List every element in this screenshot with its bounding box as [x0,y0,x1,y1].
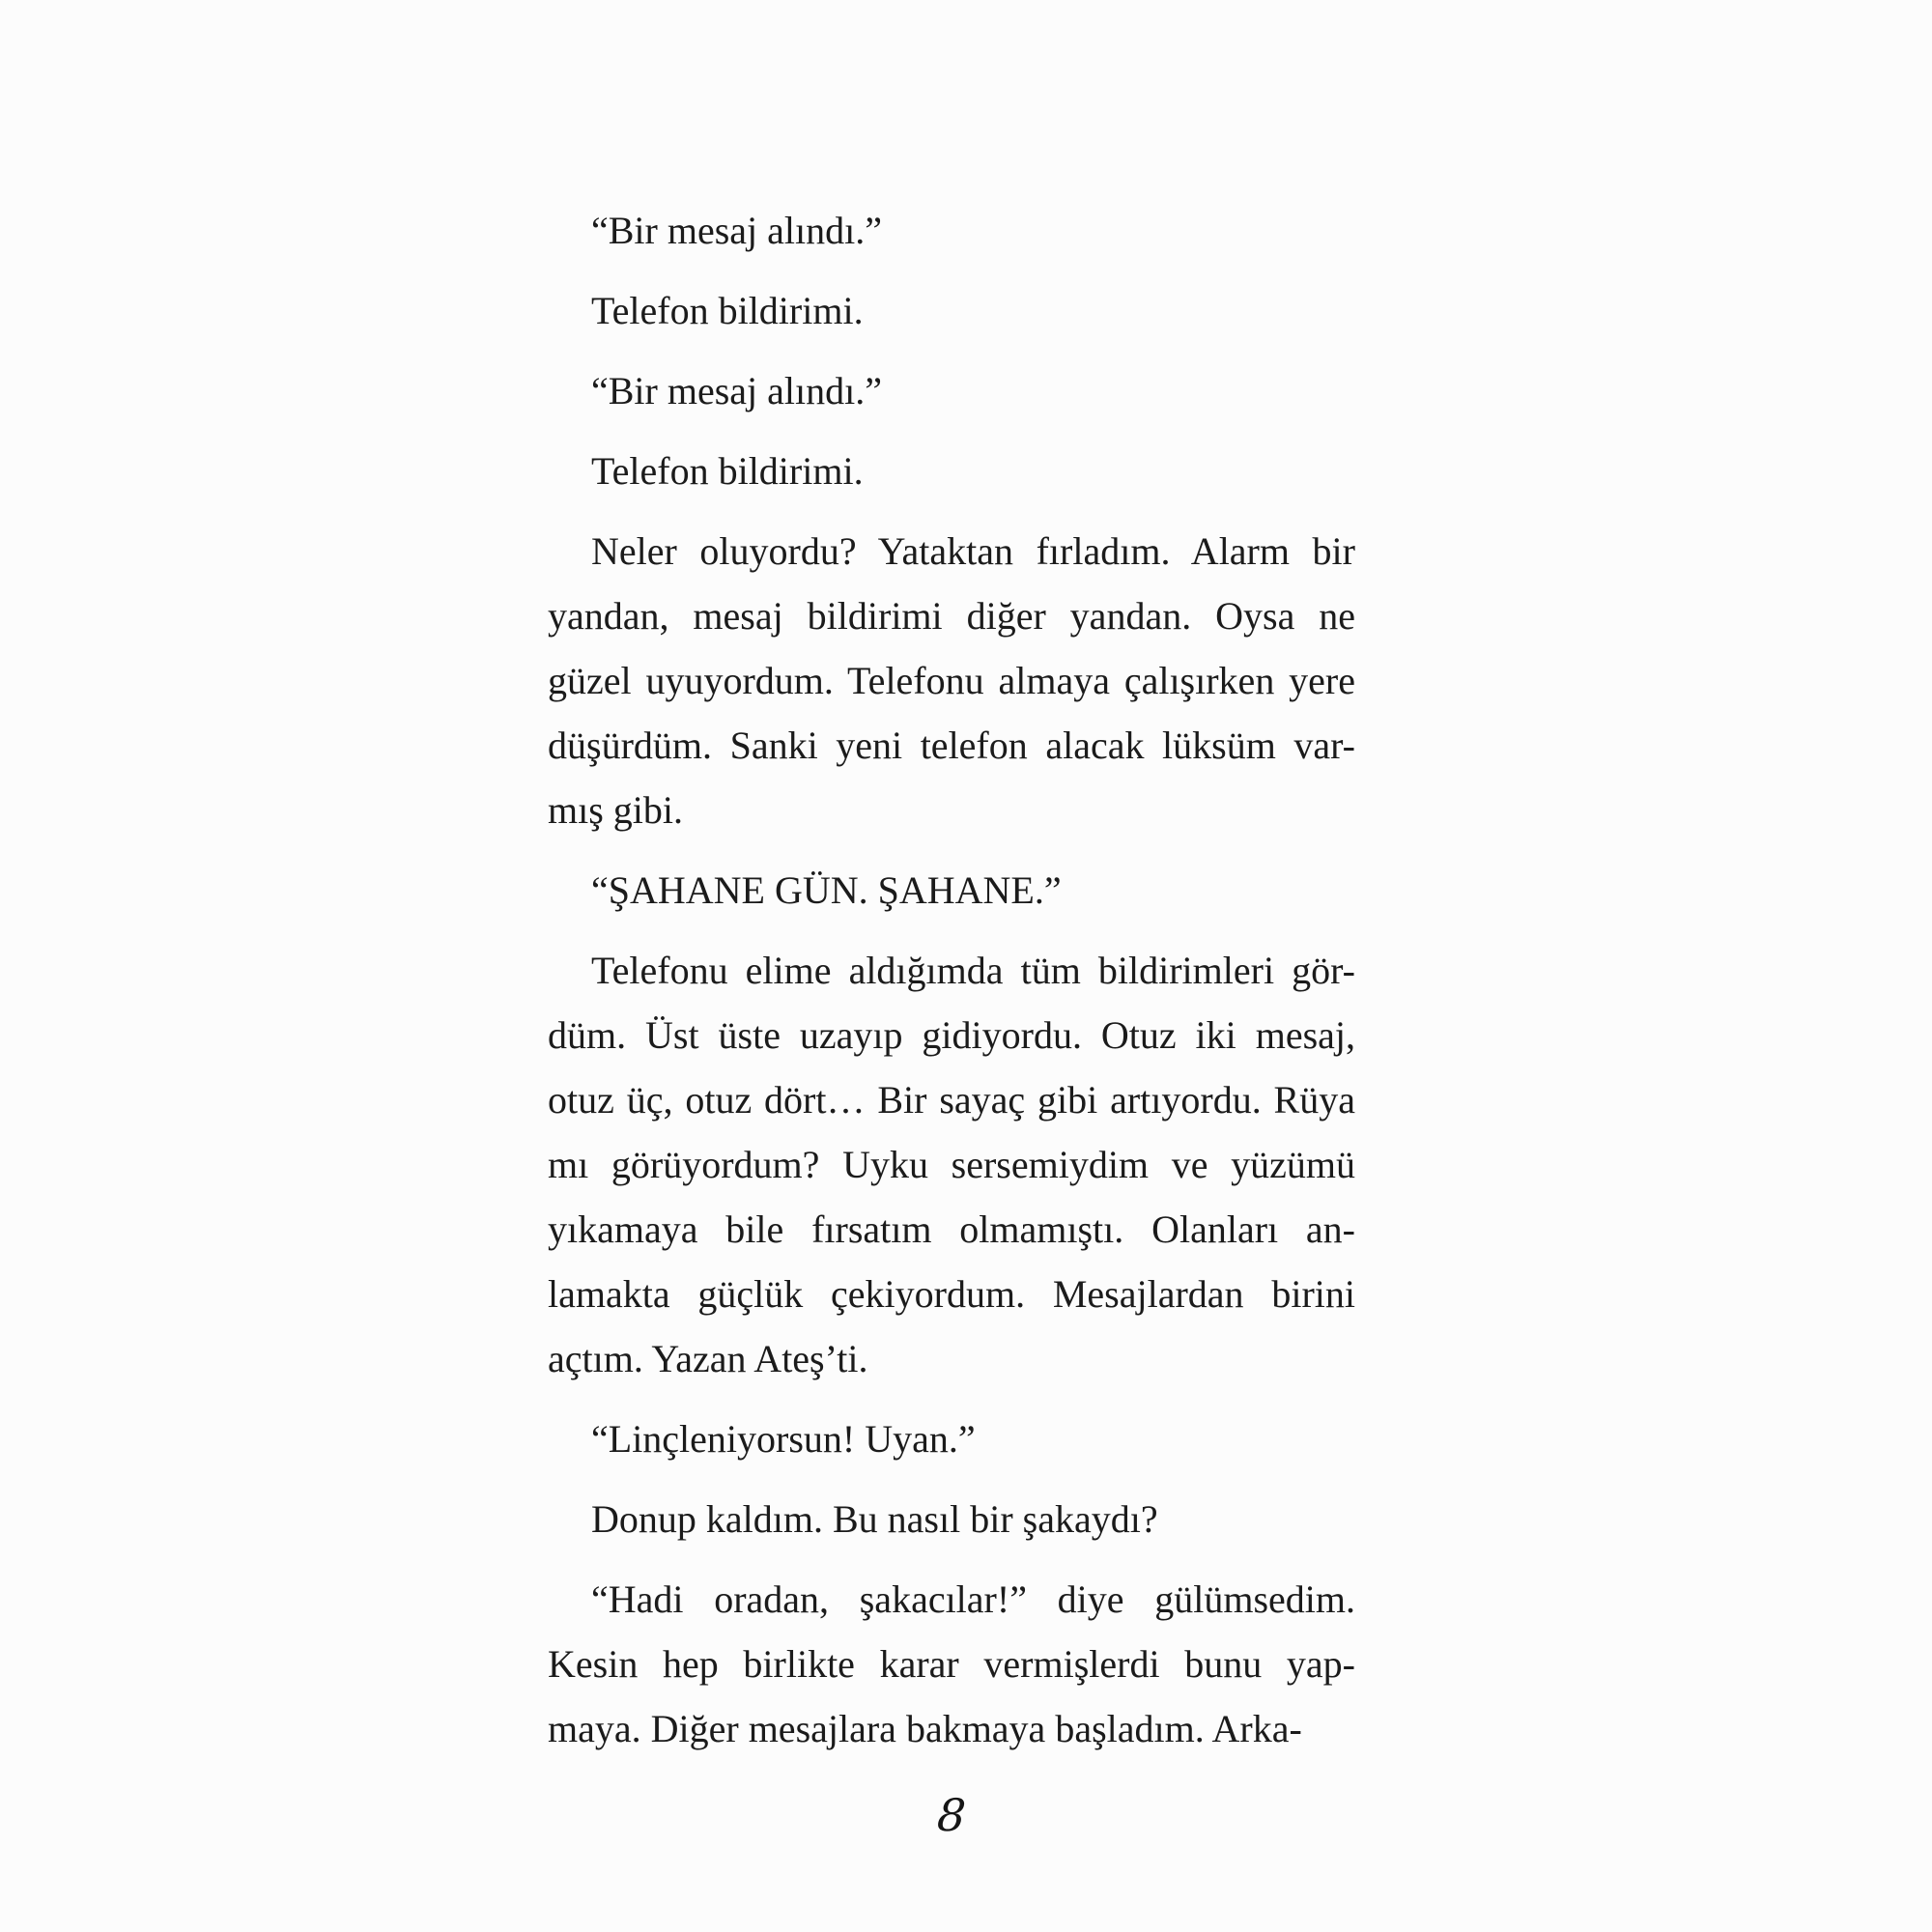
text-line: yandan, mesaj bildirimi diğer yandan. Oysa ne [548,594,1355,638]
text-line: mış gibi. [548,788,684,832]
text-line: Telefon bildirimi. [591,449,864,493]
text-line: Neler oluyordu? Yataktan fırladım. Alarm bir [591,529,1355,573]
text-line: “Linçleniyorsun! Uyan.” [591,1417,976,1461]
paragraph [548,278,1355,343]
text-line: lamakta güçlük çekiyordum. Mesajlardan birini [548,1272,1355,1316]
text-line: “Hadi oradan, şakacılar!” diye gülümsedim. [591,1577,1355,1621]
text-line: düm. Üst üste uzayıp gidiyordu. Otuz iki mesaj, [548,1013,1355,1057]
page-text [548,198,1355,1776]
paragraph [548,358,1355,423]
paragraph [548,439,1355,503]
text-line: otuz üç, otuz dört… Bir sayaç gibi artıyordu. Rüya [548,1078,1355,1122]
text-line: yıkamaya bile fırsatım olmamıştı. Olanları an- [548,1208,1355,1251]
paragraph [548,519,1355,842]
text-line: “Bir mesaj alındı.” [591,369,883,412]
paragraph [548,198,1355,263]
text-line: “Bir mesaj alındı.” [591,209,883,252]
paragraph [548,858,1355,923]
text-line: düşürdüm. Sanki yeni telefon alacak lüksüm var- [548,724,1355,767]
text-line: Telefon bildirimi. [591,289,864,332]
text-line: Kesin hep birlikte karar vermişlerdi bunu yap- [548,1642,1355,1686]
page-number: 8 [935,1789,968,1841]
text-line: “ŞAHANE GÜN. ŞAHANE.” [591,868,1062,912]
paragraph [548,1487,1355,1551]
text-line: açtım. Yazan Ateş’ti. [548,1337,868,1380]
paragraph [548,938,1355,1391]
text-line: mı görüyordum? Uyku sersemiydim ve yüzümü [548,1143,1355,1186]
paragraph [548,1406,1355,1471]
text-line: Donup kaldım. Bu nasıl bir şakaydı? [591,1497,1158,1541]
paragraph [548,1567,1355,1761]
text-line: güzel uyuyordum. Telefonu almaya çalışırken yere [548,659,1355,702]
text-line: maya. Diğer mesajlara bakmaya başladım. Arka- [548,1707,1302,1750]
text-line: Telefonu elime aldığımda tüm bildirimleri gör- [591,949,1355,992]
